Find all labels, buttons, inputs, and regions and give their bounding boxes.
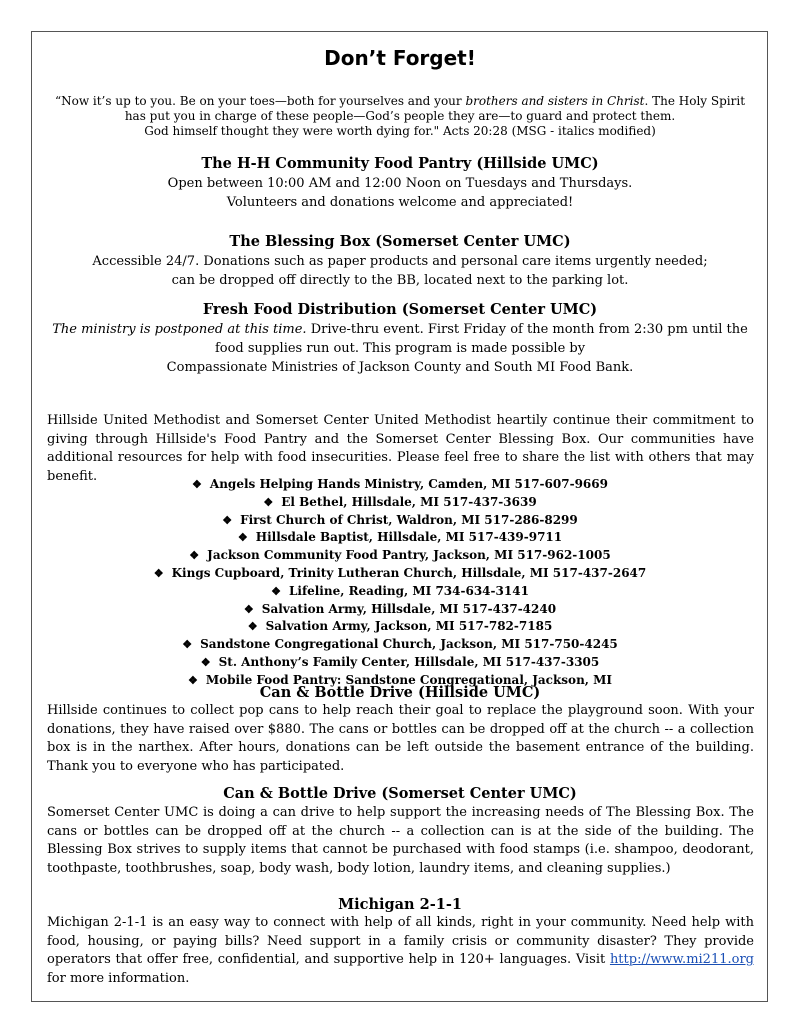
diamond-bullet-icon: ❖ <box>153 566 164 580</box>
scripture-quote <box>0 94 800 139</box>
diamond-bullet-icon: ❖ <box>182 638 193 652</box>
food-pantry-title: The H-H Community Food Pantry (Hillside UMC) <box>201 155 599 172</box>
michigan211-text: Michigan 2-1-1 is an easy way to connect with help of all kinds, right in your community. Need help with food, housing, or paying bills? Need support in a family crisis or community disaster? They provide operators that offer free, confidential, and supportive help in 120+ languages. Visit http://www.mi211.org for more information. <box>47 915 754 986</box>
diamond-bullet-icon: ❖ <box>263 495 274 509</box>
food-pantry-volunteers: Volunteers and donations welcome and appreciated! <box>226 195 574 210</box>
resource-text: Sandstone Congregational Church, Jackson, MI 517-750-4245 <box>200 637 618 652</box>
blessing-box-line-1: Accessible 24/7. Donations such as paper products and personal care items urgently needed; <box>92 254 708 269</box>
quote-line-2: has put you in charge of these people—God’s people they are—to guard and protect them. <box>124 109 676 123</box>
diamond-bullet-icon: ❖ <box>200 655 211 669</box>
resource-text: First Church of Christ, Waldron, MI 517-286-8299 <box>240 512 578 527</box>
diamond-bullet-icon: ❖ <box>247 620 258 634</box>
resource-list-item <box>0 565 800 583</box>
resource-list-item <box>0 476 800 494</box>
intro-paragraph: Hillside United Methodist and Somerset Center United Methodist heartily continue their commitment to giving through Hillside's Food Pantry and the Somerset Center Blessing Box. Our communities have additional resources for help with food insecurities. Please feel free to share the list with others that may benefit. <box>47 413 754 484</box>
resource-text: St. Anthony’s Family Center, Hillsdale, MI 517-437-3305 <box>218 654 600 669</box>
resource-text: Salvation Army, Jackson, MI 517-782-7185 <box>265 619 553 634</box>
fresh-food-title: Fresh Food Distribution (Somerset Center UMC) <box>202 301 598 318</box>
can-drive-hillside-title: Can & Bottle Drive (Hillside UMC) <box>259 684 541 701</box>
blessing-box-section <box>0 232 800 290</box>
blessing-box-line-2: can be dropped off directly to the BB, located next to the parking lot. <box>171 273 629 288</box>
resource-text: Mobile Food Pantry: Sandstone Congregational, Jackson, MI <box>205 672 613 687</box>
fresh-food-line-1: The ministry is postponed at this time. Drive-thru event. First Friday of the month from 2:30 pm until the <box>52 322 748 337</box>
diamond-bullet-icon: ❖ <box>192 478 202 491</box>
resource-text: El Bethel, Hillsdale, MI 517-437-3639 <box>281 494 537 509</box>
can-drive-somerset-title: Can & Bottle Drive (Somerset Center UMC) <box>223 785 577 802</box>
page-title: Don’t Forget! <box>324 46 476 70</box>
quote-line-1: “Now it’s up to you. Be on your toes—both for yourselves and your brothers and sisters in Christ. The Holy Spirit <box>54 94 746 108</box>
resource-text: Hillsdale Baptist, Hillsdale, MI 517-439-9711 <box>255 530 563 545</box>
resource-list-item <box>0 618 800 636</box>
diamond-bullet-icon: ❖ <box>187 673 198 687</box>
diamond-bullet-icon: ❖ <box>222 513 233 527</box>
resource-list-item <box>0 601 800 619</box>
fresh-food-line-2: food supplies run out. This program is made possible by <box>214 341 586 356</box>
resource-list-item <box>0 494 800 512</box>
diamond-bullet-icon: ❖ <box>243 602 254 616</box>
food-pantry-hours: Open between 10:00 AM and 12:00 Noon on Tuesdays and Thursdays. <box>167 176 633 191</box>
diamond-bullet-icon: ❖ <box>237 531 248 545</box>
resource-text: Angels Helping Hands Ministry, Camden, MI 517-607-9669 <box>209 477 608 491</box>
resource-list-item <box>0 512 800 530</box>
resource-text: Lifeline, Reading, MI 734-634-3141 <box>288 583 529 598</box>
resource-list-item <box>0 547 800 565</box>
mi211-link[interactable]: http://www.mi211.org <box>609 952 754 967</box>
resource-list-item <box>0 636 800 654</box>
diamond-bullet-icon: ❖ <box>271 584 281 598</box>
resource-list <box>0 476 800 690</box>
diamond-bullet-icon: ❖ <box>189 549 200 563</box>
resource-list-item <box>0 583 800 601</box>
fresh-food-line-3: Compassionate Ministries of Jackson County and South MI Food Bank. <box>166 360 634 375</box>
food-pantry-section <box>0 154 800 212</box>
can-drive-somerset-text: Somerset Center UMC is doing a can drive to help support the increasing needs of The Blessing Box. The cans or bottles can be dropped off at the church -- a collection can is at the side of the building. The Blessing Box strives to supply items that cannot be purchased with food stamps (i.e. shampoo, deodorant, toothpaste, toothbrushes, soap, body wash, body lotion, laundry items, and cleaning supplies.) <box>47 805 754 876</box>
quote-line-3: God himself thought they were worth dying for." Acts 20:28 (MSG - italics modified) <box>144 124 656 138</box>
michigan211-title: Michigan 2-1-1 <box>338 896 462 913</box>
fresh-food-section <box>0 300 800 377</box>
resource-text: Kings Cupboard, Trinity Lutheran Church, Hillsdale, MI 517-437-2647 <box>171 565 647 580</box>
resource-text: Jackson Community Food Pantry, Jackson, MI 517-962-1005 <box>207 548 611 563</box>
resource-list-item <box>0 529 800 547</box>
resource-text: Salvation Army, Hillsdale, MI 517-437-4240 <box>261 601 557 616</box>
resource-list-item <box>0 654 800 672</box>
can-drive-hillside-text: Hillside continues to collect pop cans to help reach their goal to replace the playground soon. With your donations, they have raised over $880. The cans or bottles can be dropped off at the church -- a collection box is in the narthex. After hours, donations can be left outside the basement entrance of the building. Thank you to everyone who has participated. <box>47 703 754 774</box>
blessing-box-title: The Blessing Box (Somerset Center UMC) <box>229 233 571 250</box>
